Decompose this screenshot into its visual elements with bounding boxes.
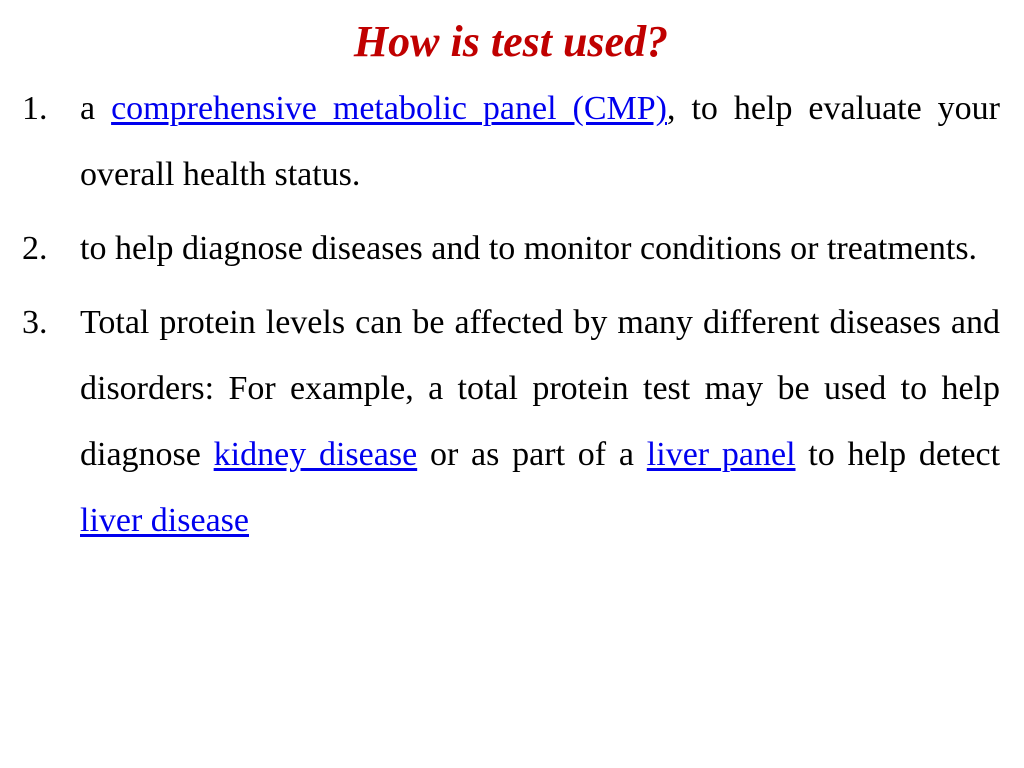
slide-title: How is test used?: [353, 17, 669, 66]
text-segment: to help diagnose diseases and to monitor conditions or treatments.: [80, 230, 978, 267]
text-segment: to help detect: [795, 436, 1001, 473]
list-item-number: 3.: [22, 304, 48, 341]
usage-list: [22, 76, 1000, 554]
list-item-text: [80, 290, 1000, 554]
list-item-number: 1.: [22, 90, 48, 127]
link-liver-panel[interactable]: liver panel: [646, 436, 796, 473]
list-item: [22, 216, 1000, 282]
text-segment: or as part of a: [417, 436, 647, 473]
list-item-text: [80, 216, 1000, 282]
link-kidney-disease[interactable]: kidney disease: [213, 436, 418, 473]
list-item: [22, 290, 1000, 554]
text-segment: a: [80, 90, 112, 127]
text-segment: Total protein levels can be affected by many different diseases and disorders: For example, a total protein test may be used to help diagnose: [80, 304, 1000, 473]
list-item-text: [80, 76, 1000, 208]
list-item-number: 2.: [22, 230, 48, 267]
link-comprehensive-metabolic-panel[interactable]: comprehensive metabolic panel (CMP): [111, 90, 667, 127]
text-segment: , to help evaluate your overall health status.: [80, 90, 1000, 193]
list-item: [22, 76, 1000, 208]
link-liver-disease[interactable]: liver disease: [80, 502, 249, 539]
